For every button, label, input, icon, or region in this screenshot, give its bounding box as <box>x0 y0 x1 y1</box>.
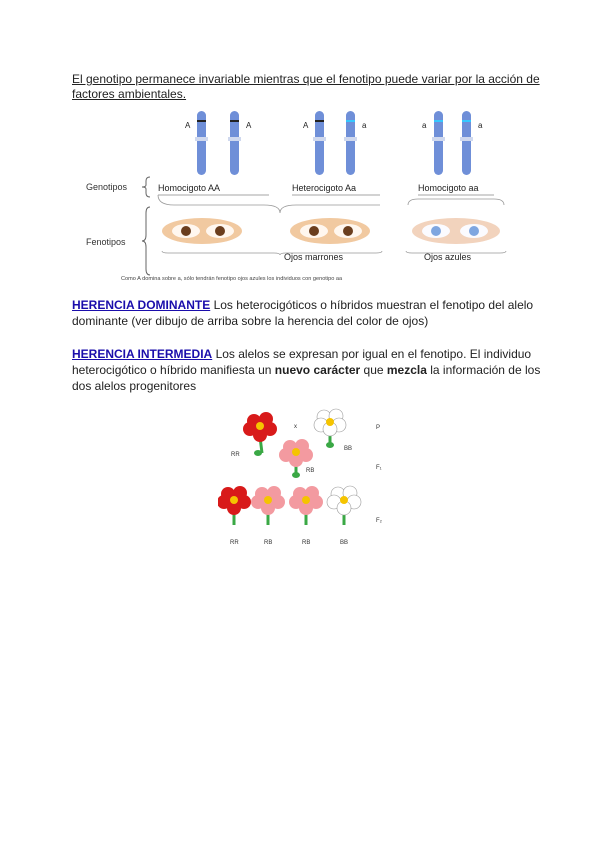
label-f2: RB <box>264 540 273 546</box>
figure-caption: Como A domina sobre a, sólo tendrán fenotipo ojos azules los individuos con genotipo aa <box>121 276 343 282</box>
phenotype-label-blue: Ojos azules <box>424 252 472 262</box>
allele-label: A <box>185 121 191 130</box>
link-herencia-dominante[interactable]: HERENCIA DOMINANTE <box>72 298 211 312</box>
eye-pair-brown-2 <box>290 218 370 244</box>
label-generation-P: P <box>376 425 381 431</box>
paragraph-text: Los heterocigóticos o híbridos muestran el fenotipo del alelo dominante (ver dibujo de arriba sobre la herencia del color de ojos) <box>72 298 534 328</box>
label-generation-F1: F₁ <box>376 465 382 471</box>
bold-term: nuevo carácter <box>274 363 361 377</box>
paragraph-text: que <box>360 363 387 377</box>
eye-pair-brown-1 <box>162 218 242 244</box>
chromosome-pair-Aa <box>303 111 367 175</box>
flower-red-parent <box>243 412 277 456</box>
label-parent-red: RR <box>231 452 240 458</box>
bold-term: mezcla <box>386 363 427 377</box>
phenotype-label-brown: Ojos marrones <box>284 252 344 262</box>
allele-label: A <box>246 121 252 130</box>
label-f2: RB <box>302 540 311 546</box>
flower-f2-pink-2 <box>289 486 323 525</box>
eye-pair-blue <box>412 218 500 244</box>
allele-label: a <box>362 121 367 130</box>
flower-f2-white <box>327 486 361 525</box>
flower-f2-red <box>218 486 251 525</box>
link-herencia-intermedia[interactable]: HERENCIA INTERMEDIA <box>72 347 213 361</box>
label-generation-F2: F₂ <box>376 518 382 524</box>
flower-f2-pink-1 <box>251 486 285 525</box>
genotype-label-aa: Homocigoto aa <box>418 183 479 193</box>
paragraph-text: Los alelos se expresan por igual en el fenotipo. El individuo heterocigótico o híbrido manifiesta un <box>72 347 532 377</box>
chromosome-pair-AA <box>185 111 252 175</box>
paragraph-herencia-dominante <box>72 297 542 329</box>
eye-color-figure <box>84 107 520 285</box>
genotype-label-AA: Homocigoto AA <box>158 183 221 193</box>
label-f2: RR <box>230 540 239 546</box>
flower-white-parent <box>314 409 346 448</box>
chromosome-pair-aa <box>422 111 483 175</box>
row-label-genotipos: Genotipos <box>86 182 128 192</box>
label-cross: x <box>294 424 297 430</box>
genotype-label-Aa: Heterocigoto Aa <box>292 183 357 193</box>
allele-label: a <box>422 121 427 130</box>
intro-text: El genotipo permanece invariable mientras que el fenotipo puede variar por la acción de factores ambientales. <box>72 72 540 101</box>
allele-label: A <box>303 121 309 130</box>
label-f1-pink: RB <box>306 468 315 474</box>
label-parent-white: BB <box>344 446 353 452</box>
paragraph-text: la información de los dos alelos progenitores <box>72 363 541 393</box>
label-f2: BB <box>340 540 349 546</box>
allele-label: a <box>478 121 483 130</box>
paragraph-herencia-intermedia <box>72 346 542 394</box>
row-label-fenotipos: Fenotipos <box>86 237 126 247</box>
flower-inheritance-figure <box>218 405 398 555</box>
